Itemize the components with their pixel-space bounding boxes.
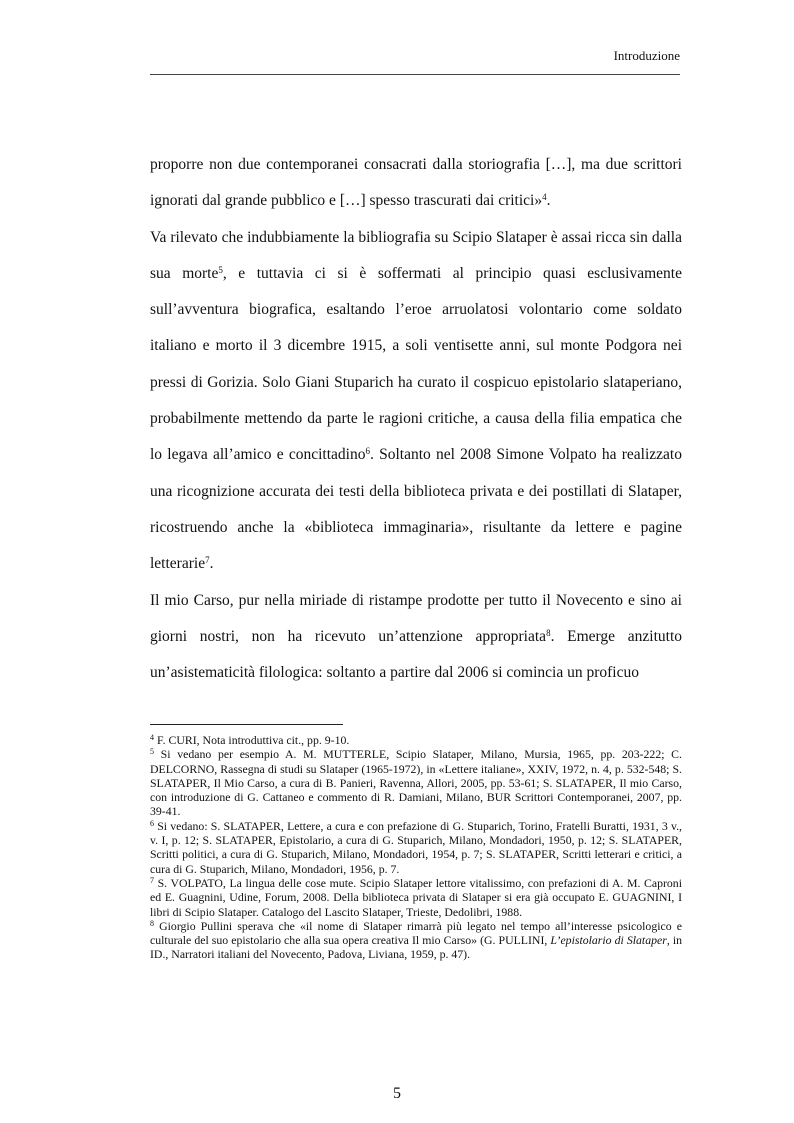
footnote-ref-8: 8 xyxy=(546,627,551,638)
footnote-ref-6: 6 xyxy=(365,446,370,457)
footnote-number: 7 xyxy=(150,875,154,885)
footnote-number: 4 xyxy=(150,733,154,742)
footnote-italic-title: L’epistolario di Slataper xyxy=(550,933,667,948)
footnote-number: 8 xyxy=(150,918,154,928)
footnote-5 xyxy=(150,747,682,818)
footnote-ref-5: 5 xyxy=(218,264,223,275)
paragraph-2 xyxy=(150,220,682,583)
footnote-text: Si vedano: S. SLATAPER, Lettere, a cura e con prefazione di G. Stuparich, Torino, Fratelli Buratti, 1931, 3 v., v. I, p. 12; S. SLATAPER, Epistolario, a cura di G. Stuparich, Milano, Mondadori, 1950, p. 12; S. SLATAPER, Scritti politici, a cura di G. Stuparich, Milano, Mondadori, 1954, p. 7; S. SLATAPER, Scritti letterari e critici, a cura di G. Stuparich, Milano, Mondadori, 1956, p. 7. xyxy=(150,818,682,876)
footnotes xyxy=(150,733,682,962)
paragraph-3-part-1: Il mio Carso, pur nella miriade di ristampe prodotte per tutto il Novecento e sino ai giorni nostri, non ha ricevuto un’attenzione appropriata xyxy=(150,591,682,645)
main-text xyxy=(150,147,682,691)
paragraph-1-text: proporre non due contemporanei consacrati dalla storiografia […], ma due scrittori ignorati dal grande pubblico e […] spesso trascurati dai critici» xyxy=(150,156,682,210)
paragraph-2-part-3: . Soltanto nel 2008 Simone Volpato ha realizzato una ricognizione accurata dei testi della biblioteca privata e dei postillati di Slataper, ricostruendo anche la «biblioteca immaginaria», risultante da lettere e pagine letterarie xyxy=(150,446,682,573)
footnote-6 xyxy=(150,819,682,876)
footnote-text: S. VOLPATO, La lingua delle cose mute. Scipio Slataper lettore vitalissimo, con prefazioni di A. M. Caproni ed E. Guagnini, Udine, Forum, 2008. Della biblioteca privata di Slataper si era già occupato E. GUAGNINI, I libri di Scipio Slataper. Catalogo del Lascito Slataper, Trieste, Dedolibri, 1988. xyxy=(150,875,682,919)
footnote-number: 5 xyxy=(150,747,154,757)
running-header: Introduzione xyxy=(613,48,680,63)
footnote-separator xyxy=(150,724,343,725)
paragraph-2-part-2: , e tuttavia ci si è soffermati al principio quasi esclusivamente sull’avventura biografica, esaltando l’eroe arruolatosi volontario come soldato italiano e morto il 3 dicembre 1915, a soli ventisette anni, sul monte Podgora nei pressi di Gorizia. Solo Giani Stuparich ha curato il cospicuo epistolario slataperiano, probabilmente mettendo da parte le ragioni critiche, a causa della filia empatica che lo legava all’amico e concittadino xyxy=(150,264,682,464)
footnote-text: F. CURI, Nota introduttiva cit., pp. 9-10. xyxy=(154,733,350,747)
paragraph-2-part-1: Va rilevato che indubbiamente la bibliografia su Scipio Slataper è assai ricca sin dalla sua morte xyxy=(150,228,682,282)
footnote-text: Giorgio Pullini sperava che «il nome di Slataper rimarrà più legato nel tempo all’interesse psicologico e culturale del suo epistolario che alla sua opera creativa Il mio Carso» (G. PULLINI, xyxy=(150,918,682,948)
footnote-number: 6 xyxy=(150,818,154,828)
footnote-8 xyxy=(150,919,682,962)
footnote-ref-7: 7 xyxy=(205,555,210,566)
paragraph-2-part-4: . xyxy=(209,555,214,573)
footnote-ref-4: 4 xyxy=(542,192,547,203)
footnote-text: Si vedano per esempio A. M. MUTTERLE, Scipio Slataper, Milano, Mursia, 1965, pp. 203-222; C. DELCORNO, Rassegna di studi su Slataper (1965-1972), in «Lettere italiane», XXIV, 1972, n. 4, p. 532-548; S. SLATAPER, Il Mio Carso, a cura di B. Panieri, Ravenna, Allori, 2005, pp. 53-61; S. SLATAPER, Il mio Carso, con introduzione di G. Cattaneo e commento di R. Damiani, Milano, BUR Scrittori Contemporanei, 2007, pp. 39-41. xyxy=(150,747,682,819)
footnote-text-end: , in ID., Narratori italiani del Novecento, Padova, Liviana, 1959, p. 47). xyxy=(150,933,683,962)
footnote-4 xyxy=(150,733,682,747)
page-number: 5 xyxy=(393,1085,401,1102)
footnote-7 xyxy=(150,876,682,919)
paragraph-3-part-2: . Emerge anzitutto un’asistematicità filologica: soltanto a partire dal 2006 si comincia un proficuo xyxy=(150,627,683,682)
paragraph-1 xyxy=(150,147,682,220)
paragraph-3 xyxy=(150,583,682,692)
paragraph-1-end: . xyxy=(546,192,551,210)
header-rule xyxy=(150,74,680,75)
